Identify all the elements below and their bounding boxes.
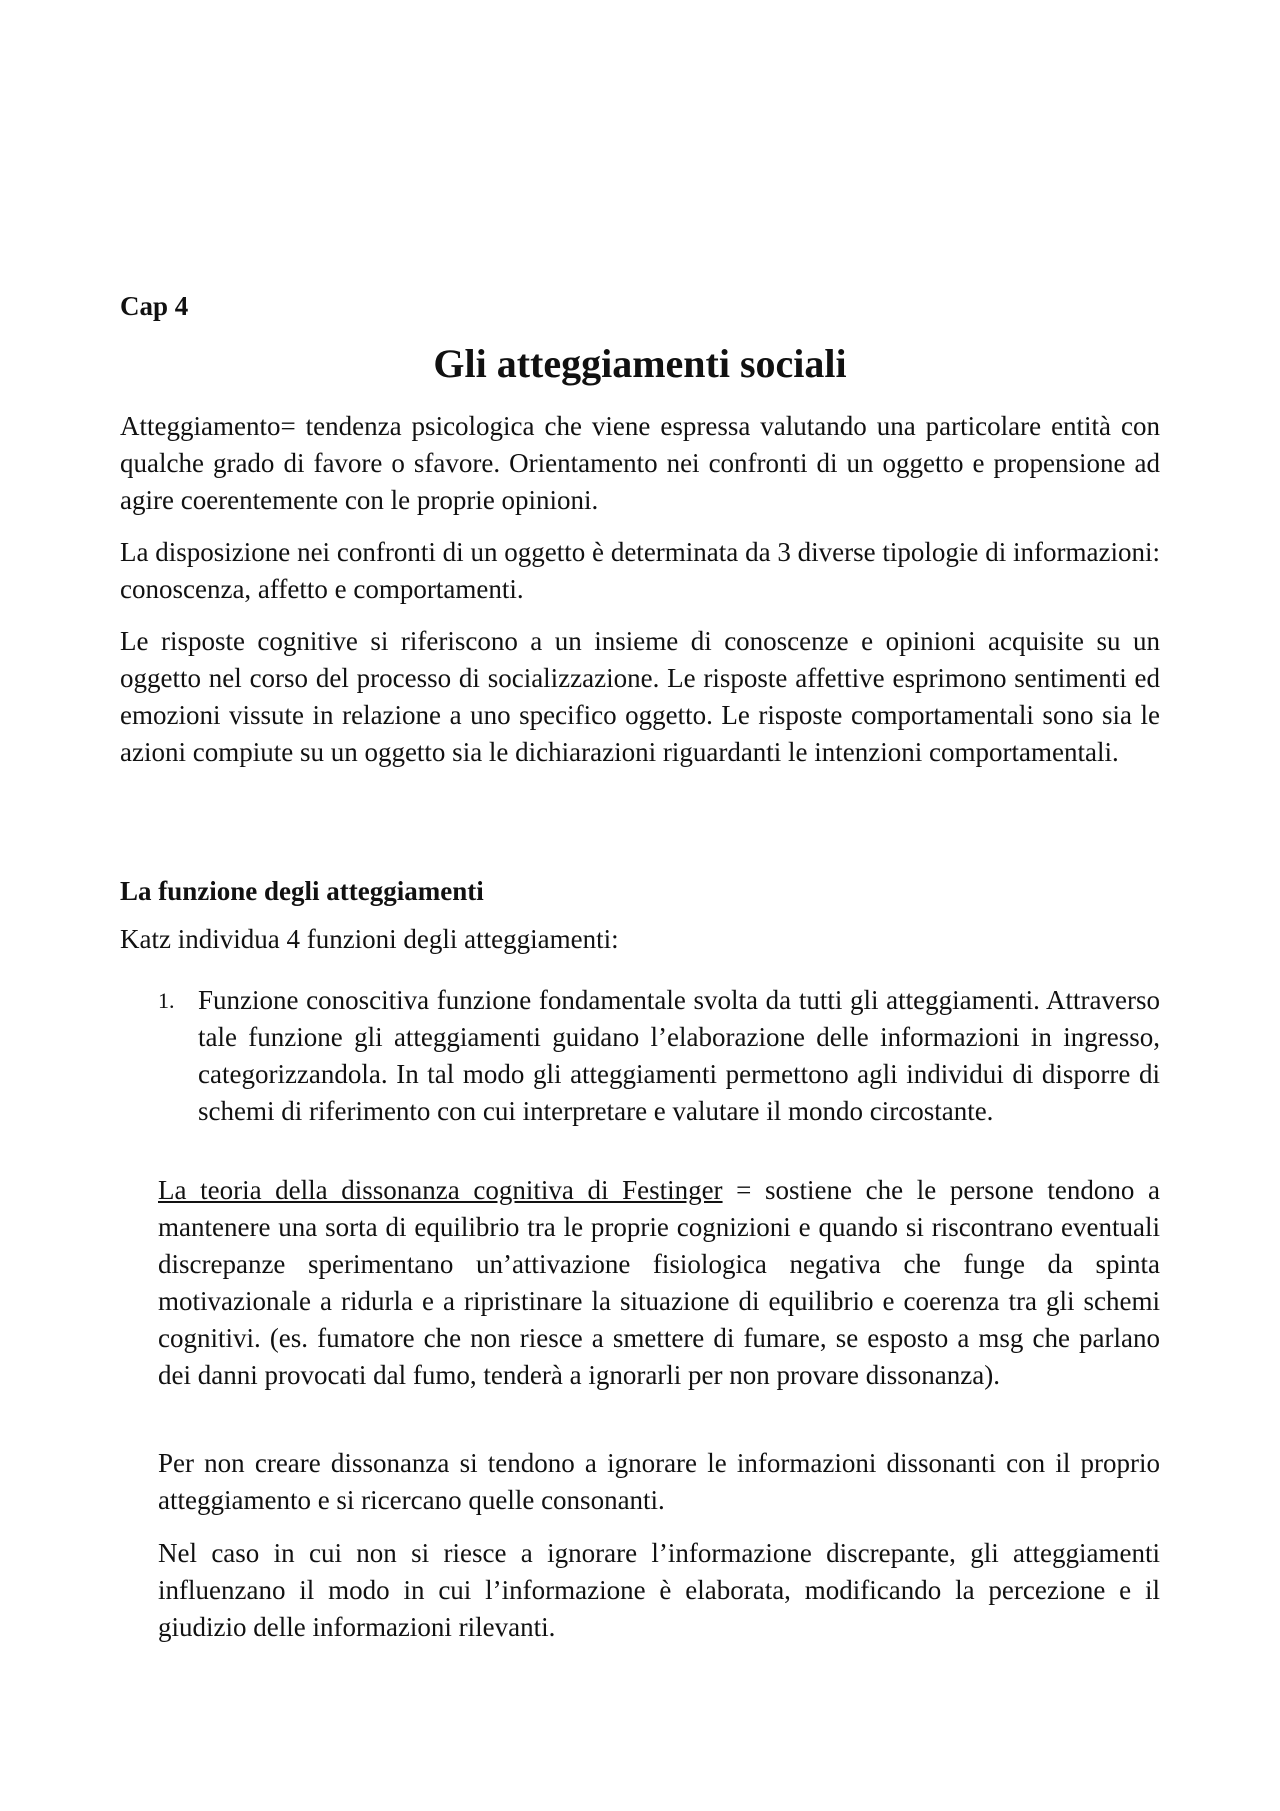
festinger-text: = sostiene che le persone tendono a mantenere una sorta di equilibrio tra le proprie cognizioni e quando si riscontrano eventuali discrepanze sperimentano un’attivazione fisiologica negativa che funge da spinta motivazionale a ridurla e a ripristinare la situazione di equilibrio e coerenza tra gli schemi cognitivi. (es. fumatore che non riesce a smettere di fumare, se esposto a msg che parlano dei danni provocati dal fumo, tenderà a ignorarli per non provare dissonanza).	[158, 1175, 1160, 1390]
section-heading: La funzione degli atteggiamenti	[120, 876, 484, 906]
paragraph-discrepant: Nel caso in cui non si riesce a ignorare l’informazione discrepante, gli atteggiamenti influenzano il modo in cui l’informazione è elaborata, modificando la percezione e il giudizio delle informazioni rilevanti.	[158, 1538, 1160, 1642]
festinger-paragraph	[158, 1172, 1160, 1394]
functions-list	[120, 982, 1160, 1130]
list-item	[120, 982, 1160, 1130]
list-item-text: Funzione conoscitiva funzione fondamentale svolta da tutti gli atteggiamenti. Attraverso tale funzione gli atteggiamenti guidano l’elaborazione delle informazioni in ingresso, categorizzandola. In tal modo gli atteggiamenti permettono agli individui di disporre di schemi di riferimento con cui interpretare e valutare il mondo circostante.	[198, 985, 1160, 1126]
section-intro: Katz individua 4 funzioni degli atteggiamenti:	[120, 924, 619, 954]
paragraph-disposition: La disposizione nei confronti di un oggetto è determinata da 3 diverse tipologie di informazioni: conoscenza, affetto e comportamenti.	[120, 537, 1160, 604]
page-title: Gli atteggiamenti sociali	[433, 341, 847, 386]
paragraph-dissonance: Per non creare dissonanza si tendono a ignorare le informazioni dissonanti con il proprio atteggiamento e si ricercano quelle consonanti.	[158, 1448, 1160, 1515]
festinger-term: La teoria della dissonanza cognitiva di Festinger	[158, 1175, 723, 1205]
chapter-label: Cap 4	[120, 291, 189, 321]
paragraph-responses: Le risposte cognitive si riferiscono a un insieme di conoscenze e opinioni acquisite su un oggetto nel corso del processo di socializzazione. Le risposte affettive esprimono sentimenti ed emozioni vissute in relazione a uno specifico oggetto. Le risposte comportamentali sono sia le azioni compiute su un oggetto sia le dichiarazioni riguardanti le intenzioni comportamentali.	[120, 626, 1160, 767]
list-number: 1.	[158, 988, 175, 1013]
paragraph-definition: Atteggiamento= tendenza psicologica che viene espressa valutando una particolare entità con qualche grado di favore o sfavore. Orientamento nei confronti di un oggetto e propensione ad agire coerentemente con le proprie opinioni.	[120, 411, 1160, 515]
